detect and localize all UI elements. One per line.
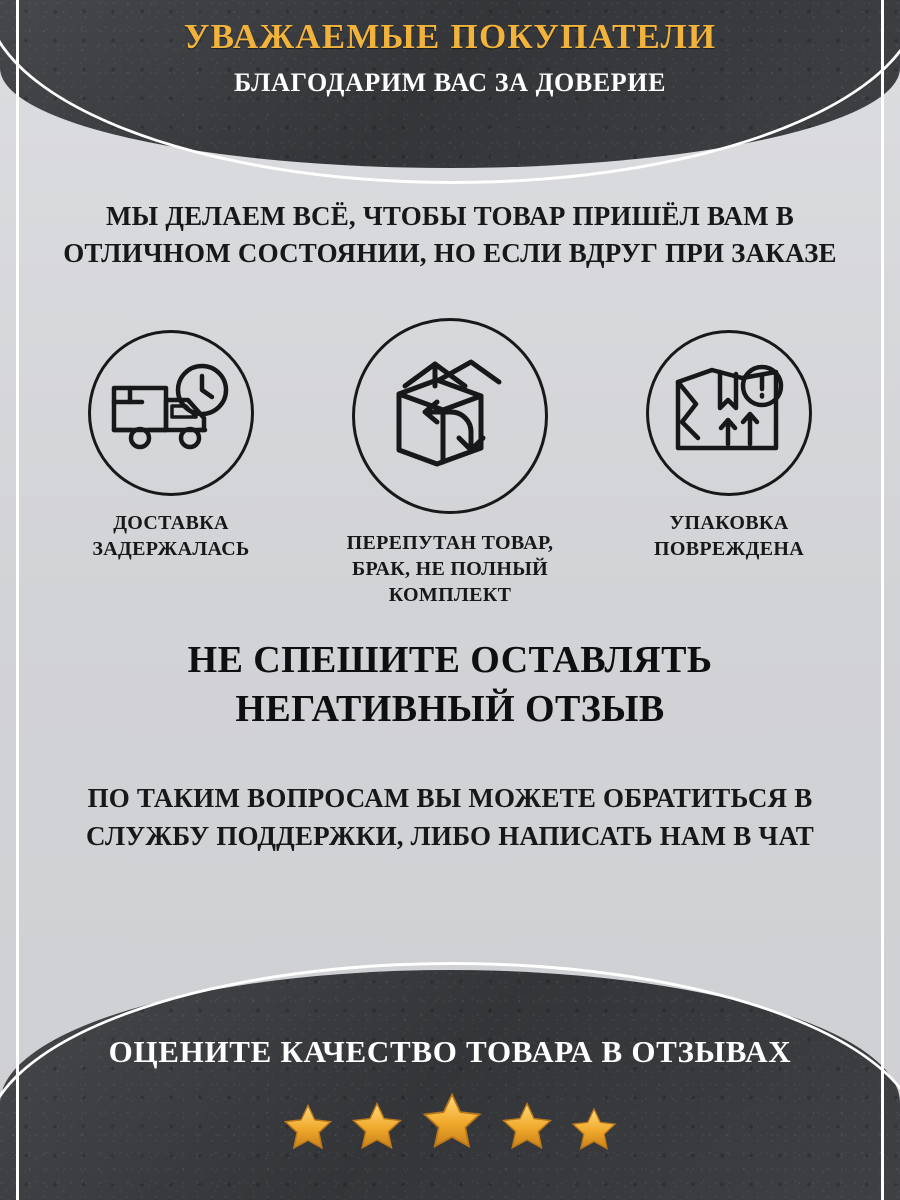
support-instructions: ПО ТАКИМ ВОПРОСАМ ВЫ МОЖЕТЕ ОБРАТИТЬСЯ В СЛУЖБУ ПОДДЕРЖКИ, ЛИБО НАПИСАТЬ НАМ В ЧАТ	[86, 783, 814, 851]
star-icon[interactable]	[347, 1098, 407, 1156]
main-headline: НЕ СПЕШИТЕ ОСТАВЛЯТЬ НЕГАТИВНЫЙ ОТЗЫВ	[187, 639, 713, 730]
issues-row	[40, 330, 860, 608]
left-rail	[16, 0, 19, 1200]
header	[0, 18, 900, 98]
box-return-arrow-icon	[352, 318, 548, 514]
header-subtitle: БЛАГОДАРИМ ВАС ЗА ДОВЕРИЕ	[233, 67, 667, 97]
issue-item-delivery	[40, 330, 302, 562]
issue-caption: УПАКОВКА ПОВРЕЖДЕНА	[654, 512, 804, 560]
header-title: УВАЖАЕМЫЕ ПОКУПАТЕЛИ	[183, 17, 717, 56]
intro-text: МЫ ДЕЛАЕМ ВСЁ, ЧТОБЫ ТОВАР ПРИШЁЛ ВАМ В ОТЛИЧНОМ СОСТОЯНИИ, НО ЕСЛИ ВДРУГ ПРИ ЗАКАЗЕ	[63, 201, 837, 269]
damaged-package-icon	[646, 330, 812, 496]
delivery-truck-clock-icon	[88, 330, 254, 496]
footer-title: ОЦЕНИТЕ КАЧЕСТВО ТОВАРА В ОТЗЫВАХ	[108, 1034, 792, 1070]
star-icon[interactable]	[417, 1088, 487, 1156]
star-icon[interactable]	[567, 1104, 621, 1156]
right-rail	[881, 0, 884, 1200]
issue-item-wrong-goods	[319, 318, 581, 608]
issue-item-damaged-package	[598, 330, 860, 562]
footer	[0, 1033, 900, 1156]
star-icon[interactable]	[279, 1100, 337, 1156]
rating-stars[interactable]	[0, 1088, 900, 1156]
issue-caption: ДОСТАВКА ЗАДЕРЖАЛАСЬ	[92, 512, 250, 560]
issue-caption: ПЕРЕПУТАН ТОВАР, БРАК, НЕ ПОЛНЫЙ КОМПЛЕКТ	[346, 532, 554, 606]
star-icon[interactable]	[497, 1098, 557, 1156]
